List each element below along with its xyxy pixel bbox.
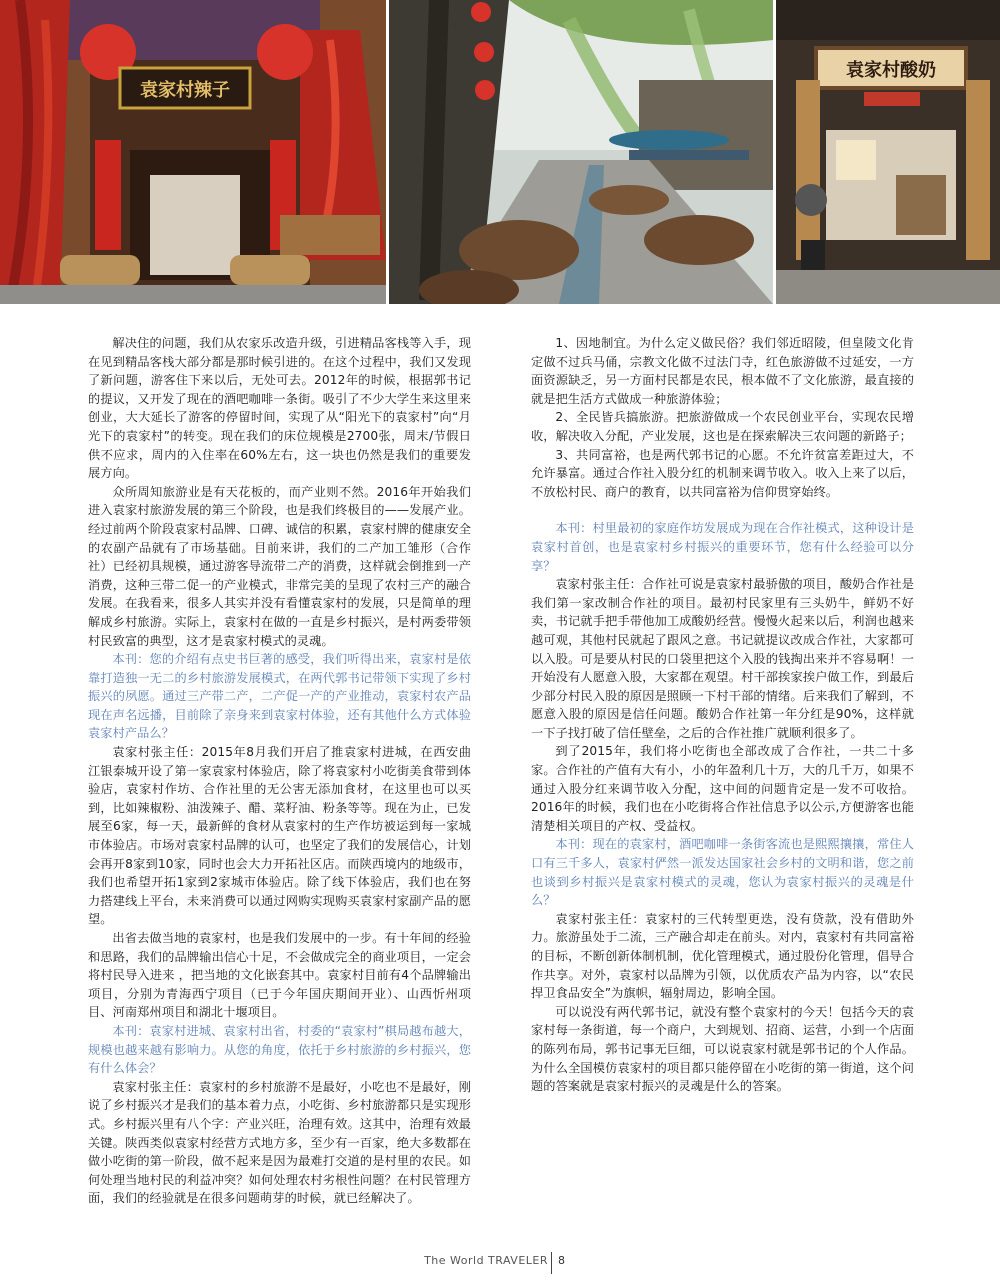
photo-yogurt-shop	[776, 0, 1000, 304]
paragraph: 可以说没有两代郭书记，就没有整个袁家村的今天！包括今天的袁家村每一条街道，每一个商户，大到规划、招商、运营，小到一个店面的陈列布局，郭书记事无巨细，可以说袁家村就是郭书记的个人作品。为什么全国模仿袁家村的项目都只能停留在小吃街的第一街道，这个问题的答案就是袁家村振兴的灵魂是什么的答案。	[531, 1004, 914, 1094]
article-body	[88, 334, 914, 1234]
page-number: 8	[558, 1254, 565, 1267]
paragraph: 出省去做当地的袁家村，也是我们发展中的一步。有十年间的经验和思路，我们的品牌输出信心十足，不会做成完全的商业项目，一定会将村民导入进来 ，把当地的文化嵌套其中。袁家村目前有4个品牌输出项目，分别为青海西宁项目（已于今年国庆期间开业）、山西忻州项目、河南郑州项目和湖北十堰项目。	[88, 931, 471, 1020]
paragraph: 袁家村张主任：袁家村的三代转型更迭，没有贷款，没有借助外力。旅游虽处于二流，三产融合却走在前头。对内，袁家村有共同富裕的目标，不断创新体制机制，优化管理模式，通过股份化管理，倡导合作共享。对外，袁家村以品牌为引领，以优质农产品为内容，以“农民捍卫食品安全”为旗帜，辐射周边，影响全国。	[531, 911, 914, 1001]
page-footer	[0, 1252, 1000, 1272]
paragraph: 袁家村张主任：袁家村的乡村旅游不是最好，小吃也不是最好，刚说了乡村振兴才是我们的基本着力点，小吃街、乡村旅游都只是实现形式。乡村振兴里有八个字：产业兴旺，治理有效。这其中，治理有效最关键。陕西类似袁家村经营方式地方多，至少有一百家，绝大多数都在做小吃街的第一阶段，做不起来是因为最难打交道的是村里的农民。如何处理当地村民的利益冲突？如何处理农村劣根性问题？在村民管理方面，我们的经验就是在很多问题萌芽的时候，就已经解决了。	[88, 1079, 471, 1206]
paragraph: 1、因地制宜。为什么定义做民俗？我们邻近昭陵，但皇陵文化肯定做不过兵马俑，宗教文化做不过法门寺，红色旅游做不过延安，一方面资源缺乏，另一方面村民都是农民，根本做不了文化旅游，最直接的就是把生活方式做成一种旅游体验；	[531, 336, 914, 406]
left-sign-text: 袁家村辣子	[140, 80, 230, 101]
photo-strip	[0, 0, 1000, 304]
question-paragraph: 本刊：袁家村进城、袁家村出省，村委的“袁家村”棋局越布越大，规模也越来越有影响力。从您的角度，依托于乡村旅游的乡村振兴，您有什么体会？	[88, 1023, 471, 1076]
right-column	[531, 334, 914, 1096]
paragraph: 袁家村张主任：2015年8月我们开启了推袁家村进城，在西安曲江银泰城开设了第一家袁家村体验店，除了将袁家村小吃街美食带到体验店，袁家村作坊、合作社里的无公害无添加食材，在这里也可以买到，比如辣椒粉、油泼辣子、醋、菜籽油、粉条等等。现在为止，已发展至6家，每一天，最新鲜的食材从袁家村的生产作坊被运到每一家城市体验店。市场对袁家村品牌的认可，也坚定了我们的发展信心，计划会再开8家到10家，同时也会大力开拓社区店。而陕西境内的地级市，我们也希望开拓1家到2家城市体验店。除了线下体验店，我们也在努力搭建线上平台，未来消费可以通过网购实现购买袁家村家副产品的愿望。	[88, 745, 471, 927]
question-paragraph: 本刊：您的介绍有点史书巨著的感受，我们听得出来，袁家村是依靠打造独一无二的乡村旅游发展模式，在两代郭书记带领下实现了乡村振兴的夙愿。通过三产带二产，二产促一产的产业推动，袁家村农产品现在声名远播，目前除了亲身来到袁家村体验，还有其他什么方式体验袁家村产品么？	[88, 652, 471, 741]
question-paragraph: 本刊：村里最初的家庭作坊发展成为现在合作社模式，这种设计是袁家村首创，也是袁家村乡村振兴的重要环节，您有什么经验可以分享？	[531, 521, 914, 573]
paragraph: 袁家村张主任：合作社可说是袁家村最骄傲的项目，酸奶合作社是我们第一家改制合作社的项目。最初村民家里有三头奶牛，鲜奶不好卖，书记就手把手带他加工成酸奶经营。慢慢火起来以后，利润也越来越可观，其他村民就起了跟风之意。书记就提议改成合作社，大家都可以入股。可是要从村民的口袋里把这个入股的钱掏出来并不容易啊！一开始没有人愿意入股，大家都在观望。村干部挨家挨户做工作，到最后少部分村民入股的原因是照顾一下村干部的情绪。后来我们了解到，不愿意入股的原因是信任问题。酸奶合作社第一年分红是90%，这样就一下子找打破了信任壁垒，之后的合作社推广就顺利很多了。	[531, 577, 914, 740]
question-paragraph: 本刊：现在的袁家村，酒吧咖啡一条街客流也是熙熙攘攘，常住人口有三千多人，袁家村俨然一派发达国家社会乡村的文明和谐，您之前也谈到乡村振兴是袁家村模式的灵魂，您认为袁家村振兴的灵魂是什么？	[531, 837, 914, 908]
paragraph: 解决住的问题，我们从农家乐改造升级，引进精品客栈等入手，现在见到精品客栈大部分都是那时候引进的。在这个过程中，我们又发现了新问题，游客住下来以后，无处可去。2012年的时候，根据郭书记的提议，又开发了现在的酒吧咖啡一条街。吸引了不少大学生来这里来创业，大大延长了游客的停留时间，实现了从“阳光下的袁家村”向“月光下的袁家村”的转变。现在我们的床位规模是2700张，周末/节假日供不应求，周内的入住率在60%左右，这一块也仍然是我们的重要发展方向。	[88, 336, 471, 481]
photo-bar-street	[389, 0, 773, 304]
magazine-brand: The World TRAVELER	[424, 1254, 548, 1267]
paragraph: 到了2015年，我们将小吃街也全部改成了合作社，一共二十多家。合作社的产值有大有小，小的年盈利几十万，大的几千万，如果不通过入股分红来调节收入分配，这中间的问题肯定是一发不可收拾。2016年的时候，我们也在小吃街将合作社信息予以公示,方便游客也能清楚相关项目的产权、受益权。	[531, 744, 914, 833]
paragraph: 2、全民皆兵搞旅游。把旅游做成一个农民创业平台，实现农民增收，解决收入分配，产业发展，这也是在探索解决三农问题的新路子；	[531, 410, 914, 443]
left-column	[88, 334, 471, 1208]
paragraph: 3、共同富裕，也是两代郭书记的心愿。不允许贫富差距过大，不允许暴富。通过合作社入股分红的机制来调节收入。收入上来了以后，不放松村民、商户的教育，以共同富裕为信仰贯穿始终。	[531, 447, 914, 499]
footer-divider	[551, 1252, 552, 1274]
photo-chili-shop	[0, 0, 386, 304]
right-sign-text: 袁家村酸奶	[846, 60, 936, 81]
paragraph: 众所周知旅游业是有天花板的，而产业则不然。2016年开始我们进入袁家村旅游发展的第三个阶段，也是我们终极目的——发展产业。经过前两个阶段袁家村品牌、口碑、诚信的积累，袁家村牌的健康安全的农副产品就有了市场基础。目前来讲，我们的二产加工雏形（合作社）已经初具规模，通过游客导流带二产的消费，这样就会倒推到一产消费，这种三带二促一的产业模式，非常完美的呈现了农村三产的融合发展。在我看来，很多人其实并没有看懂袁家村的发展，只是简单的理解成乡村旅游。实际上，袁家村在做的一直是乡村振兴，是村两委带领村民致富的典型，这才是袁家村模式的灵魂。	[88, 484, 471, 648]
